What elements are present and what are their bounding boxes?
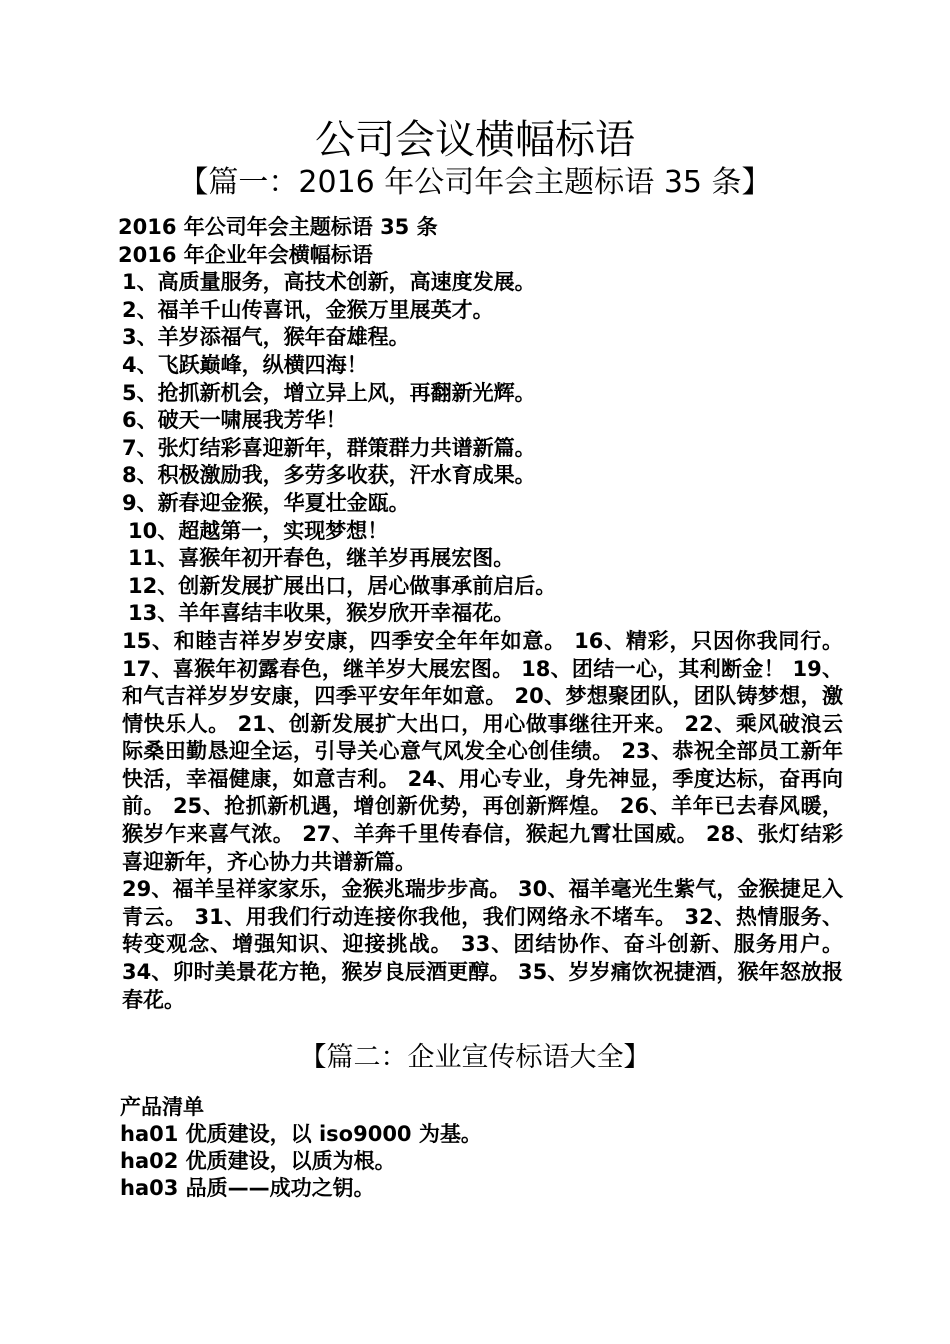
product-heading: 产品清单 — [120, 1095, 204, 1119]
slogan-paragraph: 15、和睦吉祥岁岁安康，四季安全年年如意。 16、精彩，只因你我同行。 17、喜猴年初露春色，继羊岁大展宏图。 18、团结一心，其利断金！ 19、和气吉祥岁岁安康，四季平安年年如意。 20、梦想聚团队，团队铸梦想，激情快乐人。 21、创新发展扩大出口，用心做事继往开来。 22、乘风破浪云际桑田勤恳迎全运，引导关心意气风发全心创佳绩。 23、恭祝全部员工新年快活，幸福健康，如意吉利。 24、用心专业，身先神显，季度达标，奋再向前。 25、抢抓新机遇，增创新优势，再创新辉煌。 26、羊年已去春风暖，猴岁乍来喜气浓。 27、羊奔千里传春信，猴起九霄壮国威。 28、张灯结彩喜迎新年，齐心协力共谱新篇。 — [122, 628, 843, 874]
slogan-item: 9、新春迎金猴，华夏壮金瓯。 — [122, 490, 410, 515]
heading-line: 2016 年企业年会横幅标语 — [118, 242, 373, 267]
section1-title: 【篇一：2016 年公司年会主题标语 35 条】 — [178, 165, 772, 200]
slogan-item: 3、羊岁添福气，猴年奋雄程。 — [122, 325, 410, 350]
slogan-item: 1、高质量服务，高技术创新，高速度发展。 — [122, 270, 536, 295]
slogan-item: 2、福羊千山传喜讯，金猴万里展英才。 — [122, 297, 494, 322]
product-item: ha03 品质——成功之钥。 — [120, 1176, 375, 1200]
slogan-item: 8、积极激励我，多劳多收获，汗水育成果。 — [122, 463, 536, 488]
slogan-body — [118, 214, 843, 1014]
slogan-item: 7、张灯结彩喜迎新年，群策群力共谱新篇。 — [122, 435, 536, 460]
slogan-item: 5、抢抓新机会，增立异上风，再翻新光辉。 — [122, 380, 536, 405]
document-title: 公司会议横幅标语 — [315, 117, 635, 163]
slogan-paragraph: 29、福羊呈祥家家乐，金猴兆瑞步步高。 30、福羊毫光生紫气，金猴捷足入青云。 31、用我们行动连接你我他，我们网络永不堵车。 32、热情服务、转变观念、增强知识、迎接挑战。 33、团结协作、奋斗创新、服务用户。 34、卯时美景花方艳，猴岁良辰酒更醇。 35、岁岁痛饮祝捷酒，猴年怒放报春花。 — [122, 877, 843, 1012]
product-list — [120, 1094, 820, 1202]
product-item: ha01 优质建设，以 iso9000 为基。 — [120, 1122, 482, 1146]
slogan-item: 6、破天一啸展我芳华！ — [122, 408, 347, 433]
slogan-item: 13、羊年喜结丰收果，猴岁欣开幸福花。 — [128, 601, 515, 626]
slogan-item: 12、创新发展扩展出口，居心做事承前启后。 — [128, 573, 557, 598]
slogan-item: 4、飞跃巅峰，纵横四海！ — [122, 352, 368, 377]
section2-title: 【篇二：企业宣传标语大全】 — [299, 1042, 651, 1073]
slogan-item: 11、喜猴年初开春色，继羊岁再展宏图。 — [128, 546, 515, 571]
product-item: ha02 优质建设，以质为根。 — [120, 1149, 396, 1173]
heading-line: 2016 年公司年会主题标语 35 条 — [118, 215, 438, 239]
slogan-item: 10、超越第一，实现梦想！ — [128, 518, 389, 543]
